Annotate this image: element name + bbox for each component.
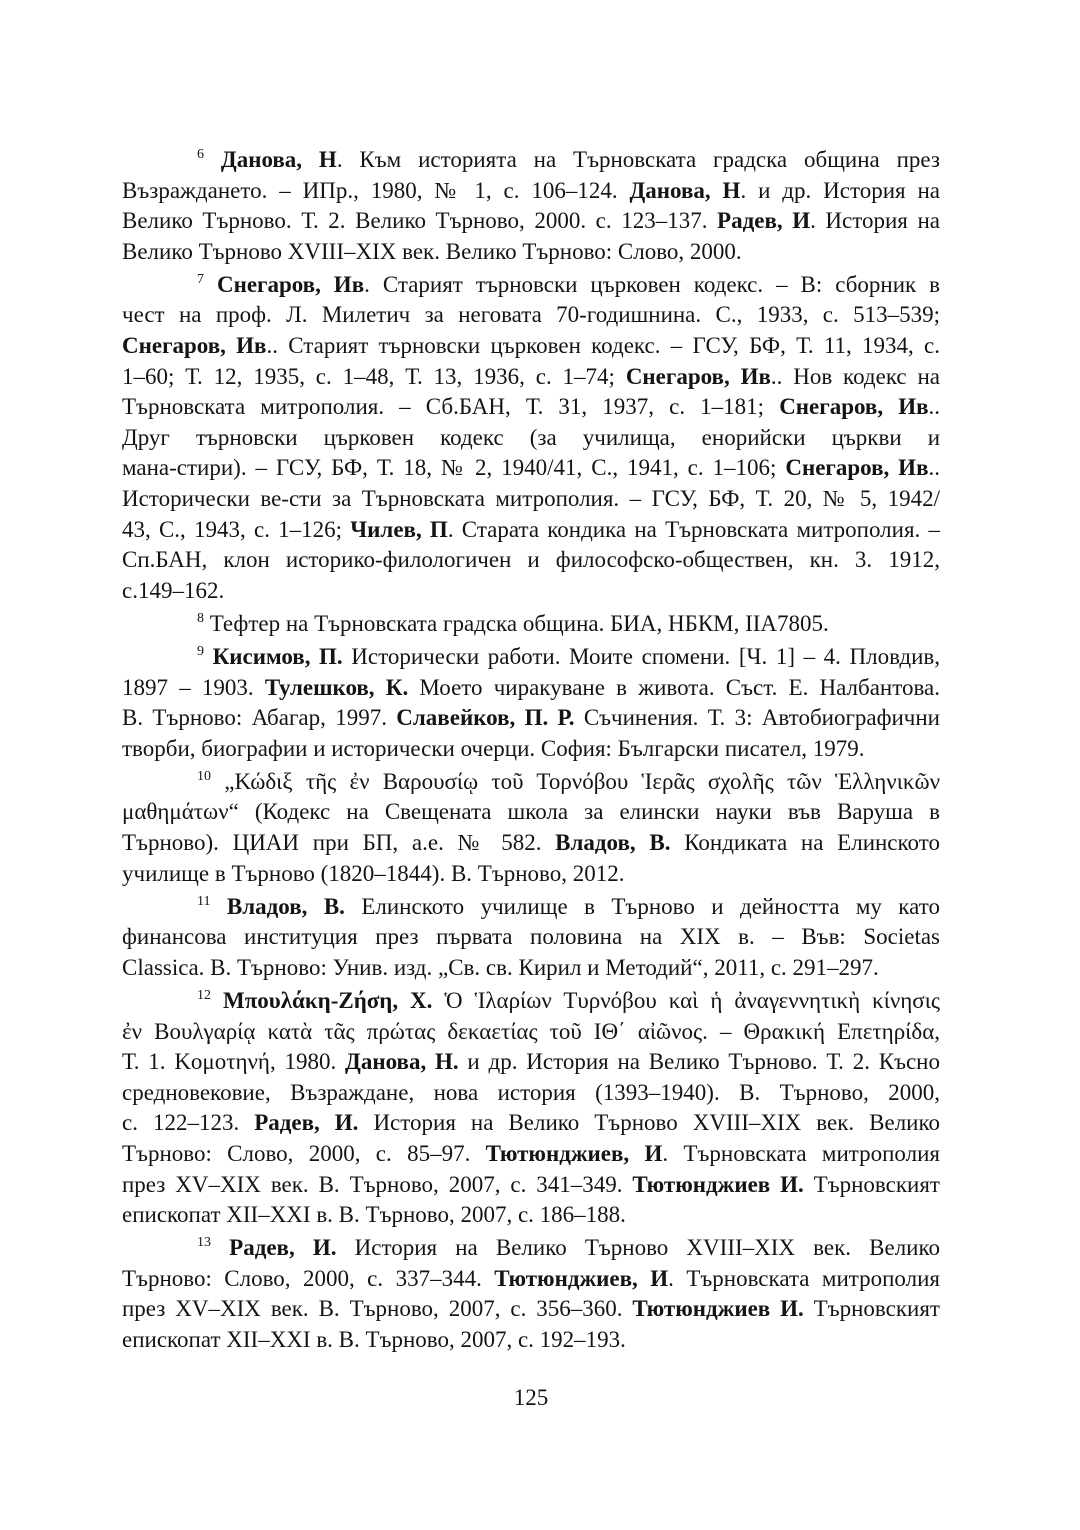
footnote-line: [122, 206, 940, 237]
footnote-text: μαθημάτων“ (Кодекс на Свещената школа за елински науки във Варуша в: [122, 799, 940, 825]
footnote-number: 11: [197, 893, 211, 909]
footnote-text: . и др. История на: [740, 177, 940, 203]
footnote-line: [122, 703, 940, 734]
footnote-text: Търново: Слово, 2000, с. 337–344.: [122, 1265, 495, 1291]
footnote-text: с. 122–123.: [122, 1110, 255, 1136]
cited-author: Тулешков, К.: [264, 674, 409, 700]
footnote-line: [122, 331, 940, 362]
footnote-text: ..: [928, 455, 940, 481]
cited-author: Данова, Н: [220, 147, 337, 172]
footnote-text: Т. 1. Κομοτηνή, 1980.: [122, 1049, 346, 1075]
footnote-line: [122, 1233, 940, 1264]
footnote-line: [122, 576, 940, 607]
footnote-10: [122, 767, 940, 889]
footnote-line: [122, 922, 940, 953]
footnote-text: . Търновската митрополия: [668, 1265, 940, 1291]
cited-author: Снегаров, Ив: [785, 455, 929, 481]
footnote-text: финансова институция през първата половина на XIX в. – Във: Societas: [122, 924, 940, 950]
footnote-text: Моето чиракуване в живота. Съст. Е. Налбантова.: [408, 674, 940, 700]
cited-author: Снегаров, Ив: [122, 333, 267, 359]
footnote-line: [122, 1047, 940, 1078]
footnote-text: чест на проф. Л. Милетич за неговата 70-годишнина. С., 1933, с. 513–539;: [122, 302, 940, 328]
cited-author: Тютюнджиев И.: [632, 1171, 804, 1197]
cited-author: Кисимов, П.: [212, 644, 343, 669]
footnote-text: през XV–XIX век. В. Търново, 2007, с. 356–360.: [122, 1296, 633, 1322]
footnote-text: средновековие, Възраждане, нова история (1393–1940). В. Търново, 2000,: [122, 1079, 940, 1105]
footnote-text: творби, биографии и исторически очерци. София: Български писател, 1979.: [122, 735, 865, 761]
footnote-line: [122, 392, 940, 423]
footnote-text: .. Нов кодекс на: [770, 363, 940, 389]
footnote-number: 12: [197, 988, 211, 1004]
footnote-line: [122, 1200, 940, 1231]
footnote-text: Търново). ЦИАИ при БП, а.е. № 582.: [122, 830, 556, 856]
footnote-number: 9: [197, 644, 204, 659]
footnote-text: ἐν Βουλγαρίᾳ κατὰ τᾶς πρώτας δεκαετίας τοῦ ΙΘ΄ αἰῶνος. – Θρακική Επετηρίδα,: [122, 1018, 940, 1044]
footnote-text: Търновският: [803, 1171, 940, 1197]
footnote-text: Търновската митрополия. – Сб.БАН, Т. 31, 1937, с. 1–181;: [122, 394, 780, 420]
footnote-text: . История на: [810, 208, 940, 234]
footnote-text: Ὁ Ἱλαρίων Τυρνόβου καὶ ἡ ἀναγεννητικὴ κίνησις: [432, 988, 940, 1014]
footnote-text: . Към историята на Търновската градска община през: [336, 147, 940, 172]
footnote-line: [122, 953, 940, 984]
footnote-text: и др. История на Велико Търново. Т. 2. Късно: [458, 1049, 940, 1075]
cited-author: Μπουλάκη-Ζήση, Χ.: [222, 988, 433, 1014]
footnote-number: 13: [197, 1235, 211, 1251]
footnote-text: Classica. В. Търново: Унив. изд. „Св. св. Кирил и Методий“, 2011, с. 291–297.: [122, 954, 879, 980]
footnote-text: с.149–162.: [122, 577, 225, 603]
footnote-text: 1897 – 1903.: [122, 674, 265, 700]
footnote-line: [122, 237, 940, 268]
footnote-text: епископат XII–XXI в. В. Търново, 2007, с. 186–188.: [122, 1202, 626, 1228]
footnote-line: [122, 673, 940, 704]
footnote-9: [122, 642, 940, 764]
footnote-text: . Търновската митрополия: [662, 1141, 940, 1166]
footnote-text: .. Старият търновски църковен кодекс. – ГСУ, БФ, Т. 11, 1934, с.: [266, 333, 940, 359]
footnote-line: [122, 734, 940, 765]
footnote-text: Исторически работи. Моите спомени. [Ч. 1] – 4. Пловдив,: [342, 644, 940, 669]
footnote-line: [122, 642, 940, 673]
footnote-text: „Κώδιξ τῆς ἐν Βαρουσίῳ τοῦ Τορνόβου Ἱερᾶς σχολῆς τῶν Ἑλληνικῶν: [224, 768, 941, 794]
cited-author: Владов, В.: [226, 893, 345, 919]
cited-author: Тютюнджиев И.: [632, 1296, 804, 1322]
footnote-text: ..: [928, 394, 941, 420]
footnote-line: [122, 145, 940, 176]
footnote-line: [122, 1078, 940, 1109]
page-number: 125: [513, 1385, 549, 1410]
footnote-line: [122, 545, 940, 576]
cited-author: Тютюнджиев, И: [485, 1141, 663, 1166]
footnote-text: В. Търново: Абагар, 1997.: [122, 705, 397, 731]
footnote-text: Велико Търново XVIII–XIX век. Велико Търново: Слово, 2000.: [122, 238, 742, 264]
footnote-text: Исторически ве-сти за Търновската митрополия. – ГСУ, БФ, Т. 20, № 5, 1942/: [122, 486, 940, 512]
footnote-text: Съчинения. Т. 3: Автобиографични: [574, 705, 940, 731]
footnote-text: История на Велико Търново XVIII–XIX век. Велико: [358, 1110, 940, 1136]
footnote-line: [122, 1325, 940, 1356]
footnote-text: през XV–XIX век. В. Търново, 2007, с. 341–349.: [122, 1171, 633, 1197]
footnote-line: [122, 859, 940, 890]
footnotes-section: [122, 145, 940, 1356]
cited-author: Радев, И.: [229, 1235, 337, 1261]
cited-author: Радев, И.: [254, 1110, 359, 1136]
footnote-text: Велико Търново. Т. 2. Велико Търново, 2000. с. 123–137.: [122, 208, 718, 234]
cited-author: Данова, Н: [629, 177, 741, 203]
footnote-text: Кондиката на Елинското: [670, 830, 940, 856]
footnote-line: [122, 609, 940, 640]
footnote-text: Възраждането. – ИПр., 1980, № 1, с. 106–124.: [122, 177, 630, 203]
footnote-text: училище в Търново (1820–1844). В. Търново, 2012.: [122, 860, 625, 886]
footnote-line: [122, 828, 940, 859]
footnote-text: Търновският: [803, 1296, 940, 1322]
footnote-text: епископат XII–XXI в. В. Търново, 2007, с. 192–193.: [122, 1327, 626, 1353]
footnote-line: [122, 1170, 940, 1201]
footnote-text: 43, С., 1943, с. 1–126;: [122, 516, 351, 542]
cited-author: Снегаров, Ив: [625, 363, 771, 389]
cited-author: Радев, И: [717, 208, 811, 234]
footnote-12: [122, 986, 940, 1231]
footnote-text: История на Велико Търново XVIII–XIX век. Велико: [336, 1235, 940, 1261]
footnote-6: [122, 145, 940, 267]
footnote-7: [122, 270, 940, 607]
footnote-text: мана-стири). – ГСУ, БФ, Т. 18, № 2, 1940/41, С., 1941, с. 1–106;: [122, 455, 786, 481]
footnote-text: 1–60; Т. 12, 1935, с. 1–48, Т. 13, 1936, с. 1–74;: [122, 363, 626, 389]
footnote-line: [122, 300, 940, 331]
cited-author: Снегаров, Ив: [216, 271, 365, 297]
footnote-line: [122, 484, 940, 515]
footnote-line: [122, 362, 940, 393]
footnote-number: 7: [197, 271, 204, 287]
footnote-text: . Старата кондика на Търновската митрополия. –: [447, 516, 940, 542]
footnote-line: [122, 767, 940, 798]
footnote-line: [122, 515, 940, 546]
cited-author: Снегаров, Ив: [779, 394, 929, 420]
cited-author: Тютюнджиев, И: [494, 1265, 669, 1291]
footnote-11: [122, 892, 940, 984]
footnote-line: [122, 176, 940, 207]
cited-author: Славейков, П. Р.: [396, 705, 575, 731]
cited-author: Чилев, П: [350, 516, 448, 542]
footnote-text: Сп.БАН, клон историко-филологичен и философско-обществен, кн. 3. 1912,: [122, 547, 940, 573]
footnote-text: . Старият търновски църковен кодекс. – В: сборник в: [364, 271, 940, 297]
footnote-number: 10: [197, 768, 211, 784]
footnote-line: [122, 1139, 940, 1170]
footnote-line: [122, 797, 940, 828]
cited-author: Данова, Н.: [345, 1049, 459, 1075]
footnote-line: [122, 1017, 940, 1048]
footnote-text: Елинското училище в Търново и дейността му като: [344, 893, 940, 919]
footnote-line: [122, 1294, 940, 1325]
footnote-line: [122, 270, 940, 301]
footnote-text: Тефтер на Търновската градска община. БИА, НБКМ, IIA7805.: [209, 610, 829, 636]
footnote-line: [122, 986, 940, 1017]
footnote-line: [122, 1108, 940, 1139]
cited-author: Владов, В.: [555, 830, 671, 856]
footnote-line: [122, 453, 940, 484]
footnote-8: [122, 609, 940, 640]
footnote-number: 8: [197, 610, 204, 626]
footnote-line: [122, 423, 940, 454]
footnote-text: Търново: Слово, 2000, с. 85–97.: [122, 1141, 486, 1166]
footnote-13: [122, 1233, 940, 1355]
footnote-number: 6: [197, 147, 204, 162]
footnote-text: Друг търновски църковен кодекс (за училища, енорийски църкви и: [122, 424, 940, 450]
footnote-line: [122, 892, 940, 923]
footnote-line: [122, 1264, 940, 1295]
